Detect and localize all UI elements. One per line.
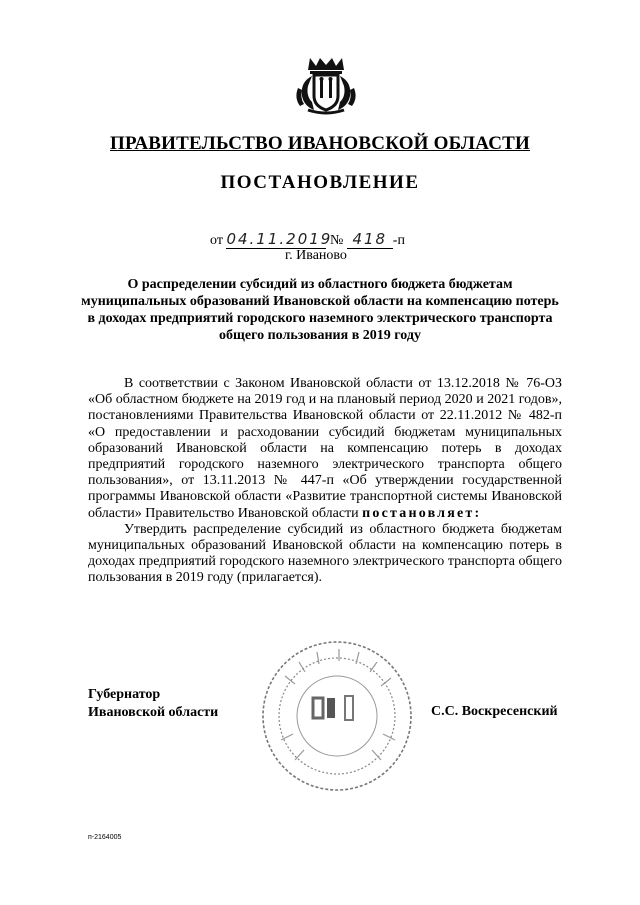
document-type: ПОСТАНОВЛЕНИЕ bbox=[220, 172, 420, 193]
document-subject: О распределении субсидий из областного бюджета бюджетам муниципальных образований Ивановской области на компенсацию потерь в доходах предприятий городского наземного электрического транспорта общего пользования в 2019 году bbox=[81, 277, 559, 343]
number-sign: № bbox=[329, 233, 344, 248]
signer-title-line: Ивановской области bbox=[88, 705, 219, 720]
decree-word: постановляет bbox=[362, 505, 475, 521]
date-prefix: от bbox=[210, 233, 223, 248]
signer-name: С.С. Воскресенский bbox=[431, 704, 558, 719]
handwritten-date: 04.11.2019 bbox=[226, 230, 333, 248]
paragraph-text: В соответствии с Законом Ивановской области от 13.12.2018 № 76-ОЗ «Об областном бюджете на 2019 год и на плановый период 2020 и 2021 годов», постановлениями Правительства Ивановской области от 22.11.2012 № 482-п «О предоставлении и расходовании субсидий бюджетам муниципальных образований Ивановской области на компенсацию потерь в доходах предприятий городского наземного электрического транспорта общего пользования», от 13.11.2013 № 447-п «Об утверждении государственной программы Ивановской области «Развитие транспортной системы Ивановской области» Правительство Ивановской области bbox=[88, 376, 562, 521]
government-title: ПРАВИТЕЛЬСТВО ИВАНОВСКОЙ ОБЛАСТИ bbox=[110, 133, 530, 154]
city: г. Иваново bbox=[285, 248, 347, 263]
official-round-stamp-icon bbox=[255, 636, 420, 796]
number-suffix: -п bbox=[392, 233, 405, 248]
signer-title bbox=[88, 686, 218, 722]
body-paragraph: Утвердить распределение субсидий из областного бюджета бюджетам муниципальных образований Ивановской области на компенсацию потерь в доходах предприятий городского наземного электрического транспорта общего пользования в 2019 году (прилагается). bbox=[88, 521, 562, 586]
body-paragraph: В соответствии с Законом Ивановской области от 13.12.2018 № 76-ОЗ «Об областном бюджете на 2019 год и на плановый период 2020 и 2021 годов», постановлениями Правительства Ивановской области от 22.11.2012 № 482-п «О предоставлении и расходовании субсидий бюджетам муниципальных образований Ивановской области на компенсацию потерь в доходах предприятий городского наземного электрического транспорта общего пользования», от 13.11.2013 № 447-п «Об утверждении государственной программы Ивановской области «Развитие транспортной системы Ивановской области» Правительство Ивановской области постановляет: bbox=[88, 376, 562, 521]
signer-title-line: Губернатор bbox=[88, 687, 161, 702]
registration-line bbox=[210, 230, 405, 249]
ivanovo-coat-of-arms-icon bbox=[290, 52, 362, 116]
handwritten-number: 418 bbox=[347, 230, 393, 249]
footer-code: п-2164005 bbox=[88, 834, 122, 841]
document-body bbox=[88, 376, 562, 587]
